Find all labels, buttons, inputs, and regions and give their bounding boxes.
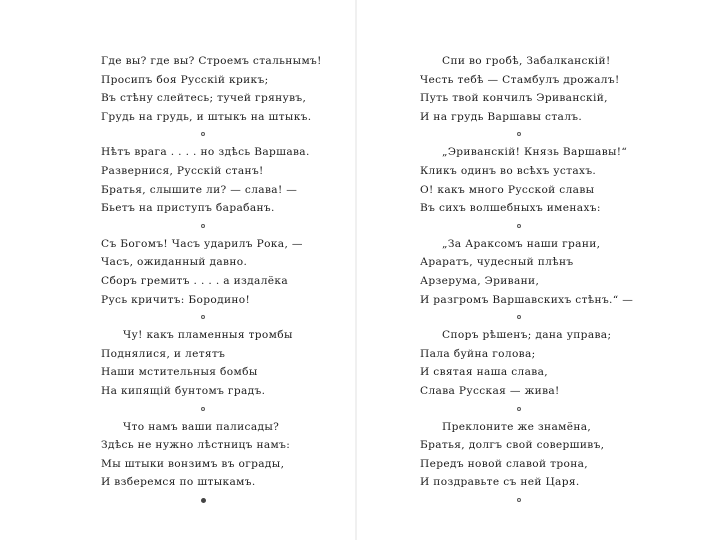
verse-line: Русь кричитъ: Бородино! [101, 293, 251, 306]
stanza-separator [101, 218, 341, 235]
verse-line: Здѣсь не нужно лѣстницъ намъ: [101, 439, 291, 452]
right-poem-column [420, 52, 670, 509]
verse-line: Араратъ, чудесный плѣнъ [420, 256, 574, 269]
stanza [420, 326, 670, 400]
verse-line: О! какъ много Русской славы [420, 183, 595, 196]
right-page [357, 0, 713, 540]
verse-line: Где вы? где вы? Строемъ стальнымъ! [101, 55, 322, 67]
verse-line: „Эриванскій! Князь Варшавы!“ [442, 146, 628, 159]
stanza-separator [420, 401, 670, 418]
verse-line: Въ сихъ волшебныхъ именахъ: [420, 202, 601, 215]
verse-line: Съ Богомъ! Часъ ударилъ Рока, — [101, 237, 303, 250]
ornament-mark [201, 407, 205, 411]
verse-line: Сборъ гремитъ . . . . а издалёка [101, 274, 289, 287]
verse-line: Поднялися, и летятъ [101, 347, 226, 360]
ornament-mark [517, 498, 521, 502]
stanza-separator [420, 309, 670, 326]
verse-line: Спи во гробѣ, Забалканскій! [442, 55, 611, 67]
verse-line: И взберемся по штыкамъ. [101, 476, 256, 489]
stanza [420, 52, 670, 126]
verse-line: Бьетъ на приступъ барабанъ. [101, 202, 275, 215]
verse-line: Кликъ одинъ во всѣхъ устахъ. [420, 164, 597, 177]
stanza [101, 235, 341, 309]
stanza-separator [420, 218, 670, 235]
verse-line: Споръ рѣшенъ; дана управа; [442, 329, 612, 342]
ornament-mark [201, 498, 206, 503]
end-separator [101, 492, 341, 509]
verse-line: Передъ новой славой трона, [420, 457, 589, 470]
stanza [101, 326, 341, 400]
ornament-mark [517, 132, 521, 136]
verse-line: Пала буйна голова; [420, 347, 536, 360]
verse-line: И святая наша слава, [420, 366, 548, 379]
verse-line: И поздравьте съ ней Царя. [420, 476, 580, 489]
verse-line: Наши мстительныя бомбы [101, 366, 258, 379]
verse-line: Преклоните же знамёна, [442, 420, 592, 433]
verse-line: Часъ, ожиданный давно. [101, 256, 248, 269]
ornament-mark [201, 224, 205, 228]
stanza [101, 52, 341, 126]
verse-line: Просипъ боя Русскій крикъ; [101, 73, 269, 86]
verse-line: „За Араксомъ наши грани, [442, 237, 601, 250]
verse-line: Братья, слышите ли? — слава! — [101, 183, 298, 196]
verse-line: Нѣтъ врага . . . . но здѣсь Варшава. [101, 146, 310, 159]
verse-line: Развернися, Русскій станъ! [101, 164, 264, 177]
stanza-separator [420, 126, 670, 143]
verse-line: И на грудь Варшавы сталъ. [420, 110, 583, 123]
verse-line: Мы штыки вонзимъ въ ограды, [101, 457, 285, 470]
verse-line: Путь твой кончилъ Эриванскій, [420, 92, 608, 105]
verse-line: Грудь на грудь, и штыкъ на штыкъ. [101, 110, 312, 123]
stanza [101, 143, 341, 217]
left-poem-column [101, 52, 341, 509]
ornament-mark [517, 224, 521, 228]
ornament-mark [517, 315, 521, 319]
verse-line: Братья, долгъ свой совершивъ, [420, 439, 605, 452]
stanza-separator [101, 126, 341, 143]
stanza [101, 418, 341, 492]
ornament-mark [517, 407, 521, 411]
verse-line: Слава Русская — жива! [420, 384, 560, 397]
verse-line: Арзерума, Эривани, [420, 274, 540, 287]
verse-line: На кипящій бунтомъ градъ. [101, 384, 266, 397]
left-page [0, 0, 356, 540]
verse-line: Честь тебѣ — Стамбулъ дрожалъ! [420, 73, 620, 86]
stanza-separator [101, 401, 341, 418]
stanza [420, 235, 670, 309]
stanza-separator [101, 309, 341, 326]
verse-line: Что намъ ваши палисады? [123, 420, 280, 433]
ornament-mark [201, 132, 205, 136]
stanza [420, 418, 670, 492]
verse-line: Въ стѣну слейтесь; тучей грянувъ, [101, 92, 307, 105]
stanza [420, 143, 670, 217]
end-separator [420, 492, 670, 509]
verse-line: Чу! какъ пламенныя тромбы [123, 329, 293, 342]
verse-line: И разгромъ Варшавскихъ стѣнъ.“ — [420, 293, 634, 306]
ornament-mark [201, 315, 205, 319]
